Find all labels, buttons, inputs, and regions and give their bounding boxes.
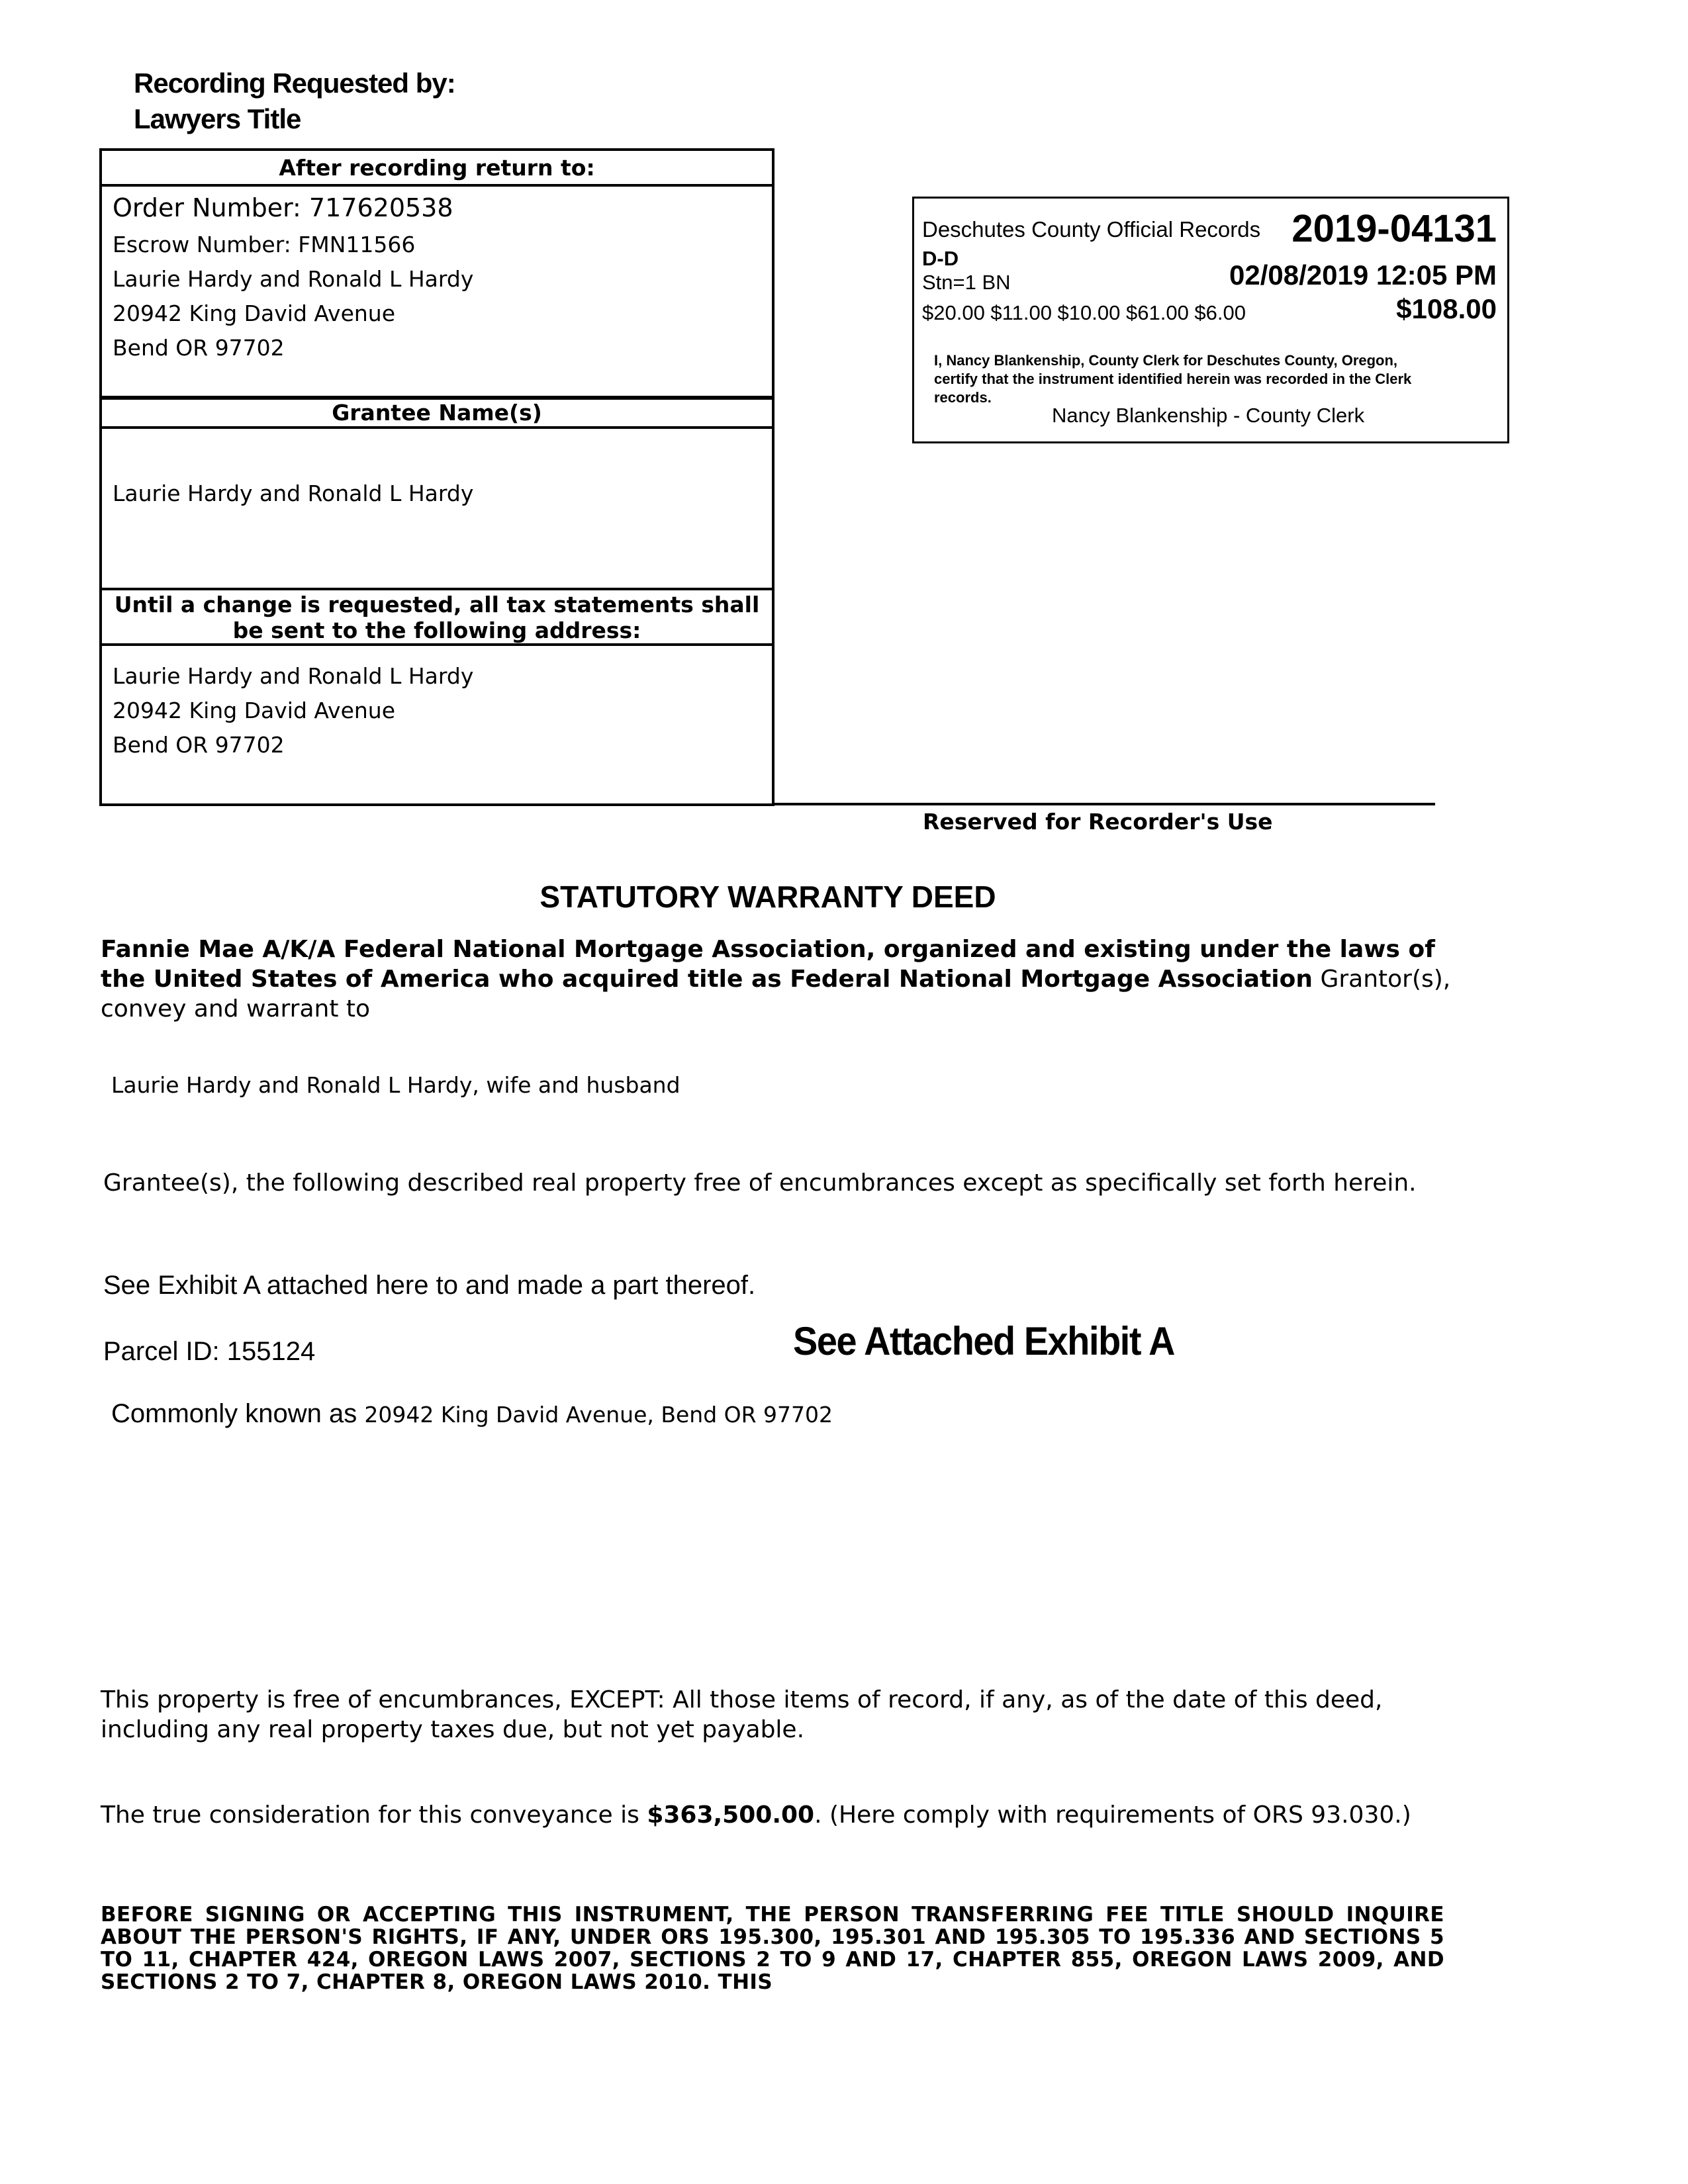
recording-requested-name: Lawyers Title	[134, 103, 301, 134]
return-street: 20942 King David Avenue	[113, 300, 396, 326]
return-name: Laurie Hardy and Ronald L Hardy	[113, 266, 474, 292]
deed-title: STATUTORY WARRANTY DEED	[539, 880, 996, 914]
consideration-amount: $363,500.00	[647, 1801, 815, 1829]
parcel-label: Parcel ID:	[103, 1337, 227, 1366]
recording-requested-label: Recording Requested by:	[134, 68, 455, 99]
parcel-id: 155124	[226, 1337, 316, 1366]
exhibit-reference: See Exhibit A attached here to and made a part thereof.	[103, 1271, 756, 1300]
commonly-known-label: Commonly known as	[111, 1399, 365, 1428]
commonly-known-address: 20942 King David Avenue, Bend OR 97702	[364, 1402, 833, 1428]
attached-exhibit-stamp: See Attached Exhibit A	[793, 1319, 1175, 1363]
grantee-header: Grantee Name(s)	[332, 400, 542, 426]
grantee-clause: Grantee(s), the following described real property free of encumbrances except as specifically set forth herein.	[103, 1169, 1417, 1197]
record-number: 2019-04131	[1291, 207, 1497, 250]
tax-street: 20942 King David Avenue	[113, 698, 396, 723]
tax-name: Laurie Hardy and Ronald L Hardy	[113, 663, 474, 689]
consideration-pre: The true consideration for this conveyance is	[101, 1801, 647, 1829]
consideration-post: . (Here comply with requirements of ORS 93.030.)	[814, 1801, 1411, 1829]
return-city: Bend OR 97702	[113, 335, 285, 361]
doc-type: D-D	[922, 247, 959, 270]
grantor-conveys: Grantor(s), convey and warrant to	[101, 966, 1451, 1023]
reserved-label: Reserved for Recorder's Use	[923, 809, 1273, 835]
return-to-header: After recording return to:	[279, 155, 595, 181]
tax-header-line2: be sent to the following address:	[232, 617, 641, 643]
grantor-name: Fannie Mae A/K/A Federal National Mortgage Association, organized and existing under the laws of the United States of America who acquired title as Federal National Mortgage Association	[101, 936, 1435, 993]
recorder-stamp	[912, 197, 1509, 443]
recording-fees: $20.00 $11.00 $10.00 $61.00 $6.00	[922, 301, 1246, 324]
clerk-cert-line2: certify that the instrument identified herein was recorded in the Clerk	[934, 371, 1412, 387]
clerk-cert-line1: I, Nancy Blankenship, County Clerk for Deschutes County, Oregon,	[934, 352, 1398, 369]
consideration	[101, 1800, 1451, 1830]
recording-total: $108.00	[1396, 293, 1497, 324]
return-to-header-box	[99, 148, 774, 187]
record-datetime: 02/08/2019 12:05 PM	[1229, 259, 1497, 291]
tax-header-line1: Until a change is requested, all tax statements shall	[114, 592, 760, 617]
clerk-signature: Nancy Blankenship - County Clerk	[1052, 404, 1365, 427]
recorder-office: Deschutes County Official Records	[922, 217, 1261, 242]
escrow-number: Escrow Number: FMN11566	[113, 232, 416, 257]
tax-city: Bend OR 97702	[113, 732, 285, 758]
statutory-notice: BEFORE SIGNING OR ACCEPTING THIS INSTRUMENT, THE PERSON TRANSFERRING FEE TITLE SHOULD INQUIRE ABOUT THE PERSON'S RIGHTS, IF ANY, UNDER ORS 195.300, 195.301 AND 195.305 TO 195.336 AND SECTIONS 5 TO 11, CHAPTER 424, OREGON LAWS 2007, SECTIONS 2 TO 9 AND 17, CHAPTER 855, OREGON LAWS 2009, AND SECTIONS 2 TO 7, CHAPTER 8, OREGON LAWS 2010. THIS	[101, 1903, 1444, 1994]
station: Stn=1 BN	[922, 271, 1011, 294]
grantor-paragraph	[101, 934, 1458, 1024]
grantees: Laurie Hardy and Ronald L Hardy, wife and husband	[111, 1072, 680, 1098]
grantee-header-box	[99, 396, 774, 429]
return-to-box	[99, 184, 774, 400]
parcel-line	[103, 1337, 315, 1367]
clerk-cert-line3: records.	[934, 389, 992, 406]
tax-header-box	[99, 588, 774, 646]
encumbrances: This property is free of encumbrances, EXCEPT: All those items of record, if any, as of the date of this deed, including any real property taxes due, but not yet payable.	[101, 1686, 1383, 1743]
order-number: Order Number: 717620538	[113, 193, 453, 222]
recorder-divider	[773, 803, 1435, 805]
grantee-box	[99, 426, 774, 590]
commonly-known-line	[111, 1399, 833, 1429]
grantee-name: Laurie Hardy and Ronald L Hardy	[113, 480, 474, 506]
tax-box	[99, 643, 774, 806]
